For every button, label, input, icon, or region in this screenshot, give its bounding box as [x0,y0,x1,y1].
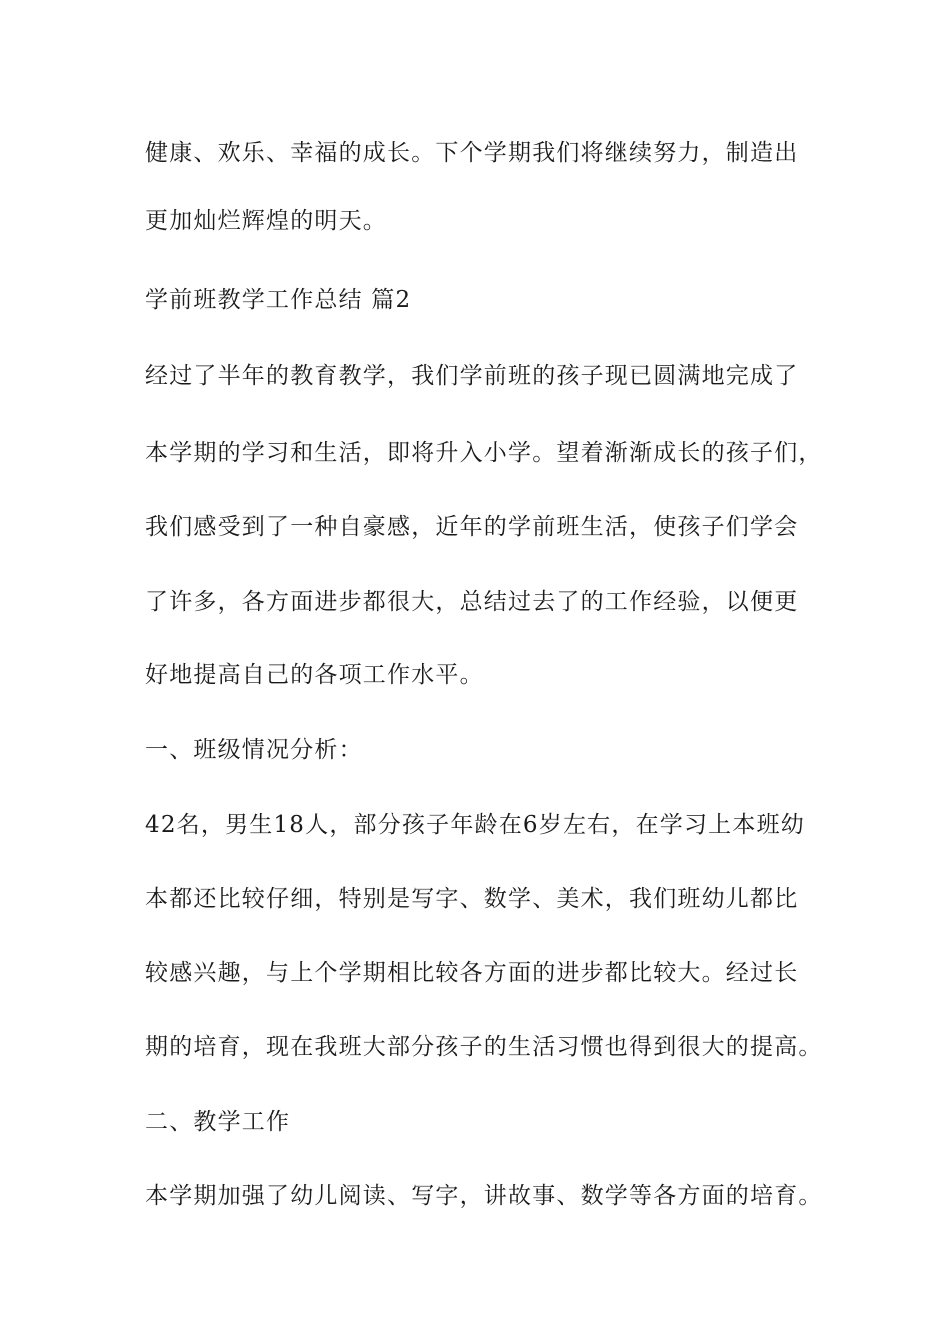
paragraph-line: 本都还比较仔细，特别是写字、数学、美术，我们班幼儿都比 [145,886,799,912]
section-title: 学前班教学工作总结 篇2 [145,287,412,313]
paragraph-line: 本学期加强了幼儿阅读、写字，讲故事、数学等各方面的培育。 [145,1183,823,1209]
paragraph-line: 了许多，各方面进步都很大，总结过去了的工作经验，以便更 [145,589,799,615]
paragraph-line: 42名，男生18人，部分孩子年龄在6岁左右，在学习上本班幼 [145,812,805,838]
paragraph-line: 期的培育，现在我班大部分孩子的生活习惯也得到很大的提高。 [145,1034,823,1060]
paragraph-line: 好地提高自己的各项工作水平。 [145,662,484,688]
paragraph-line: 我们感受到了一种自豪感，近年的学前班生活，使孩子们学会 [145,514,799,540]
section-heading: 一、班级情况分析： [145,737,363,763]
paragraph-line: 本学期的学习和生活，即将升入小学。望着渐渐成长的孩子们， [145,440,823,466]
section-heading: 二、教学工作 [145,1109,291,1135]
paragraph-line: 健康、欢乐、幸福的成长。下个学期我们将继续努力，制造出 [145,140,799,166]
paragraph-line: 更加灿烂辉煌的明天。 [145,208,387,234]
paragraph-line: 经过了半年的教育教学，我们学前班的孩子现已圆满地完成了 [145,363,799,389]
paragraph-line: 较感兴趣，与上个学期相比较各方面的进步都比较大。经过长 [145,960,799,986]
